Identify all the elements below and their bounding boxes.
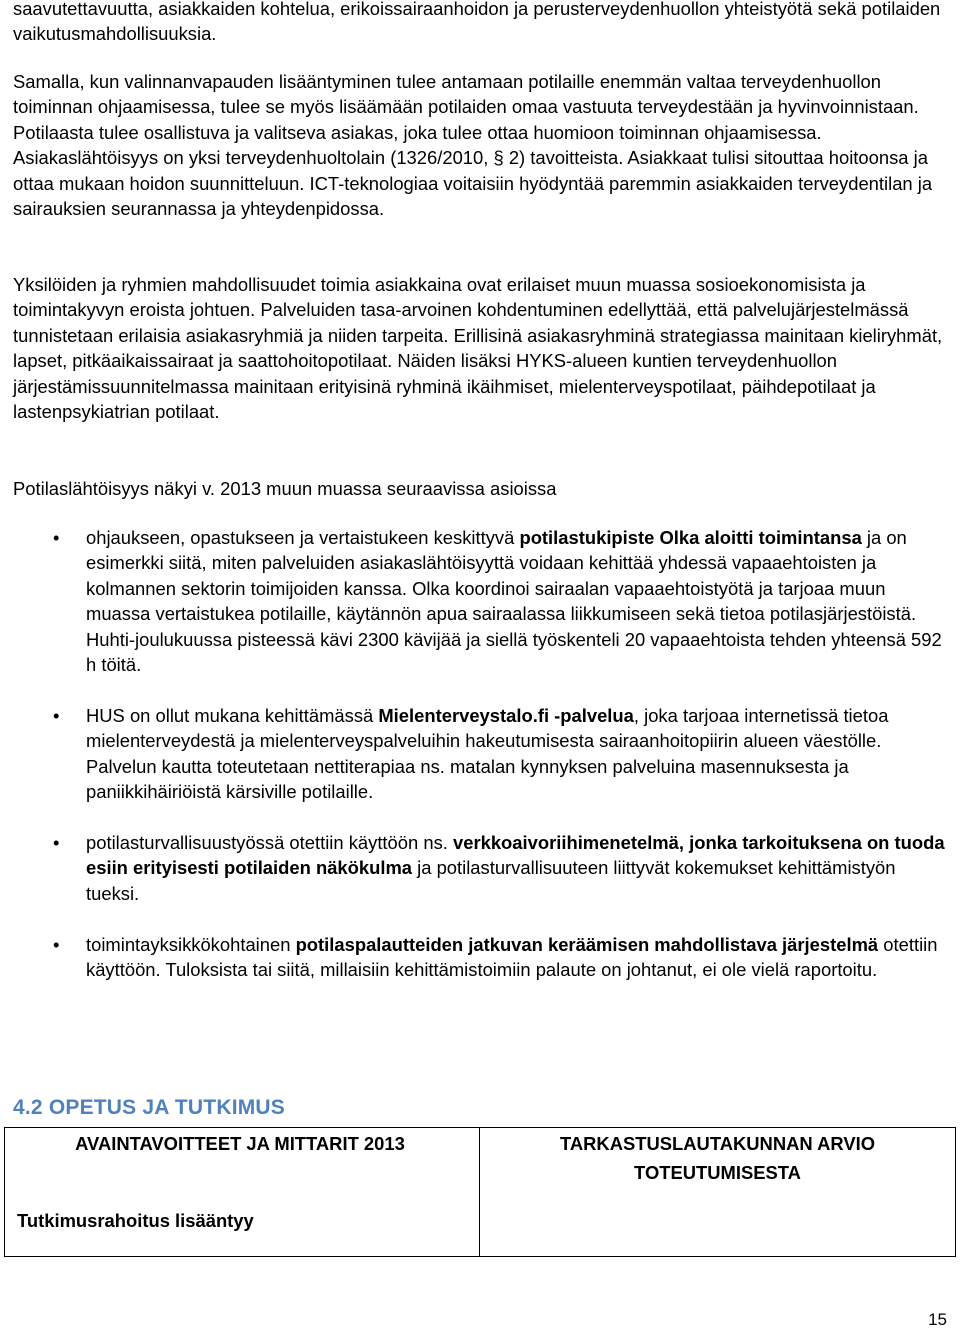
bullet-text-post: ja on esimerkki siitä, miten palveluiden asiakaslähtöisyyttä voidaan kehittää yhdessä vapaaehtoisten ja kolmannen sektorin toimijoiden kanssa. Olka koordinoi sairaalan vapaaehtoistyötä ja tarjoaa muun muassa vertaistukea potilaille, käytännön apua sairaalassa liikkumiseen sekä tietoa potilasjärjestöistä. Huhti-joulukuussa pisteessä kävi 2300 kävijää ja siellä työskenteli 20 vapaaehtoista tehden yhteensä 592 h töitä. (86, 527, 942, 676)
bullet-item-patient-safety (13, 830, 948, 906)
column-header-goals: AVAINTAVOITTEET JA MITTARIT 2013 (75, 1133, 405, 1154)
section-heading: 4.2 OPETUS JA TUTKIMUS (13, 1096, 285, 1119)
bullet-text-bold: Mielenterveystalo.fi -palvelua (378, 704, 634, 726)
bullet-text-post: ja potilasturvallisuuteen liittyvät kokemukset kehittämistyön tueksi. (86, 857, 896, 904)
paragraph-continued: saavutettavuutta, asiakkaiden kohtelua, erikoissairaanhoidon ja perusterveydenhuollon yhteistyötä sekä potilaiden vaikutusmahdollisuuksia. (13, 0, 941, 45)
bullet-text-pre: potilasturvallisuustyössä otettiin käyttöön ns. (86, 832, 453, 854)
bullet-text-bold: potilastukipiste Olka aloitti toimintansa (519, 527, 862, 548)
table-cell-assessment (480, 1128, 956, 1257)
page-number: 15 (928, 1310, 947, 1329)
table-row (5, 1128, 956, 1257)
paragraph-freedom-of-choice: Samalla, kun valinnanvapauden lisääntyminen tulee antamaan potilaille enemmän valtaa terveydenhuollon toiminnan ohjaamisessa, tulee se myös lisäämään potilaiden omaa vastuuta terveydestään ja hyvinvoinnistaan. Potilaasta tulee osallistuva ja valitseva asiakas, joka tulee ottaa huomioon toiminnan ohjaamisessa. Asiakaslähtöisyys on yksi terveydenhuoltolain (1326/2010, § 2) tavoitteista. Asiakkaat tulisi sitouttaa hoitoonsa ja ottaa mukaan hoidon suunnitteluun. ICT-teknologiaa voitaisiin hyödyntää paremmin asiakkaiden terveydentilan ja sairauksien seurannassa ja yhteydenpidossa. (13, 71, 933, 220)
bullet-icon: • (53, 704, 60, 726)
bullet-text-bold: verkkoaivoriihimenetelmä, jonka tarkoituksena on tuoda esiin erityisesti potilaiden näkökulma (86, 832, 945, 879)
bullet-icon: • (53, 527, 60, 548)
bullet-text-bold: potilaspalautteiden jatkuvan keräämisen mahdollistava järjestelmä (295, 933, 879, 955)
bullet-text-pre: HUS on ollut mukana kehittämässä (86, 704, 379, 726)
column-header-assessment: TARKASTUSLAUTAKUNNAN ARVIO TOTEUTUMISESTA (559, 1133, 875, 1183)
bullet-text-post: , joka tarjoaa internetissä tietoa mielenterveydestä ja mielenterveyspalveluihin hakeutumisesta sairaanhoitopiirin alueen väestölle. Palvelun kautta toteutetaan nettiterapiaa ns. matalan kynnyksen palveluina masennuksesta ja paniikkihäiriöistä kärsiville potilaille. (86, 704, 889, 803)
bullet-icon: • (53, 832, 60, 854)
bullet-text-pre: toimintayksikkökohtainen (86, 933, 296, 955)
bullet-text-pre: ohjaukseen, opastukseen ja vertaistukeen keskittyvä (86, 527, 520, 548)
bullet-item-olka (13, 525, 948, 677)
bullet-text-post: otettiin käyttöön. Tuloksista tai siitä, millaisiin kehittämistoimiin palaute on johtanut, ei ole vielä raportoitu. (86, 933, 938, 981)
kpi-table (4, 1127, 956, 1257)
table-cell-goals (5, 1128, 480, 1257)
bullet-item-mielenterveystalo (13, 703, 948, 805)
bullet-list (13, 525, 948, 983)
bullet-item-feedback-system (13, 932, 948, 983)
paragraph-bullets-intro: Potilaslähtöisyys näkyi v. 2013 muun muassa seuraavissa asioissa (13, 478, 557, 499)
bullet-icon: • (53, 933, 60, 955)
paragraph-customer-groups: Yksilöiden ja ryhmien mahdollisuudet toimia asiakkaina ovat erilaiset muun muassa sosioekonomisista ja toimintakyvyn eroista johtuen. Palveluiden tasa-arvoinen kohdentuminen edellyttää, että palvelujärjestelmässä tunnistetaan erilaisia asiakasryhmiä ja niiden tarpeita. Erillisinä asiakasryhminä strategiassa mainitaan kieliryhmät, lapset, pitkäaikaissairaat ja saattohoitopotilaat. Näiden lisäksi HYKS-alueen kuntien terveydenhuollon järjestämissuunnitelmassa mainitaan erityisinä ryhminä ikäihmiset, mielenterveyspotilaat, päihdepotilaat ja lastenpsykiatrian potilaat. (13, 274, 943, 423)
table-cell-text: Tutkimusrahoitus lisääntyy (17, 1210, 254, 1231)
